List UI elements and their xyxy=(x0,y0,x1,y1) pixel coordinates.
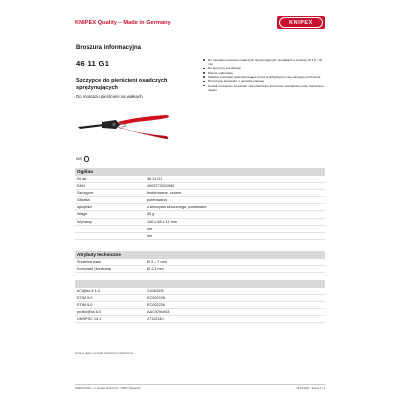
spec-row xyxy=(75,316,325,323)
spec-row xyxy=(75,197,325,204)
spec-key: Wymiary xyxy=(77,219,92,224)
footer-divider xyxy=(75,384,325,385)
feature-text: Do montażu pierścieni osadczych sprężynujących na wałkach o średnicy Ø 1,5 - 30 mm xyxy=(208,58,323,67)
spec-row xyxy=(75,266,325,273)
spec-value: EC002226 xyxy=(147,303,165,308)
spec-value: Ø 4 – 7 mm xyxy=(147,259,167,264)
footer-date-page: 16.09.2021 · Strona 1 / 1 xyxy=(296,387,325,390)
spec-key: ETIM 5.0 xyxy=(77,296,93,301)
bullet-icon xyxy=(203,81,205,83)
classification-section xyxy=(75,280,325,323)
spec-row xyxy=(75,233,325,240)
spec-value: 21040301 xyxy=(147,288,164,293)
spec-value: fosforowane, czarne xyxy=(147,191,182,196)
article-number: 46 11 G1 xyxy=(76,59,110,68)
spec-value: polerowana xyxy=(147,198,167,203)
brand-title: KNIPEX Quality – Made in Germany xyxy=(75,19,171,26)
spec-value: 4003773031082 xyxy=(147,184,175,189)
technical-section xyxy=(75,251,325,273)
spec-value: 46 11 G1 xyxy=(147,176,163,181)
spec-key: Główka xyxy=(77,198,90,203)
mark-label-text: IWI xyxy=(76,156,82,161)
technical-heading: Atrybuty techniczne xyxy=(75,251,325,259)
page-header xyxy=(75,16,325,29)
spec-value: nie xyxy=(147,233,153,238)
spec-row xyxy=(75,302,325,309)
spec-key: Waga xyxy=(77,212,87,217)
bullet-icon xyxy=(203,85,205,87)
spec-value: Ø 1,3 mm xyxy=(147,267,164,272)
spec-row xyxy=(75,219,325,226)
feature-text: Stabilne końcówki zabezpieczające przed wyślizgnięciem się ciasnego pierścienia xyxy=(208,74,321,79)
feature-text: Do sprężyny kombinacji xyxy=(208,66,241,71)
spec-value: z tworzywa sztucznego, powlekane xyxy=(147,205,207,210)
document-type: Broszura informacyjna xyxy=(76,45,142,51)
logo-frame xyxy=(279,17,323,28)
spec-value: EC002226 xyxy=(147,296,165,301)
spec-value: nie xyxy=(147,226,153,231)
footer-company: KNIPEX-Werk · C. Gustav Putsch KG · 42337 Wuppertal xyxy=(75,387,141,390)
spec-row xyxy=(75,176,325,183)
spec-value: 27112140 xyxy=(147,317,164,322)
pliers-image xyxy=(74,103,172,143)
product-name-line-2: sprężynujących xyxy=(76,85,118,91)
spec-row xyxy=(75,183,325,190)
bullet-icon xyxy=(203,76,205,78)
spec-row xyxy=(75,288,325,295)
spec-row xyxy=(75,295,325,302)
circle-mark-icon xyxy=(84,156,89,161)
spec-key: proficl@ss 6.0 xyxy=(77,310,102,315)
spec-key: Nr art. xyxy=(77,176,88,181)
product-name-line-1: Szczypce do pierścieni osadczych xyxy=(76,78,168,84)
knipex-logo xyxy=(277,16,325,29)
spec-row xyxy=(75,226,325,233)
general-section xyxy=(75,168,325,240)
spec-key xyxy=(75,226,147,232)
spec-row xyxy=(75,190,325,197)
spec-key: UNSPSC 13.1 xyxy=(77,317,102,322)
feature-text: Precyzyjne końcówki, z oprawką stalową xyxy=(208,79,264,84)
spec-row xyxy=(75,204,325,211)
spec-key: Końcówki (średnica) xyxy=(77,267,112,272)
spec-row xyxy=(75,211,325,218)
spec-value: AAC470c003 xyxy=(147,310,170,315)
spec-key: EAN xyxy=(77,184,85,189)
spec-key: ETIM 6.0 xyxy=(77,303,93,308)
feature-text: Kształt szczęków i końcówki: stal szlachetna chromowo-wanadowa, kuta, hartowana olejem xyxy=(208,83,324,92)
classification-heading xyxy=(75,280,325,288)
feature-item xyxy=(203,58,327,66)
feature-text: Mocne, odkuwane xyxy=(208,70,234,75)
footnote: Zmiany błędy i pomyłki techniczne zastrzeżone xyxy=(75,351,134,355)
feature-item xyxy=(203,84,327,92)
feature-list xyxy=(203,58,327,92)
spec-key: eCl@ss 5.1.4 xyxy=(77,288,100,293)
bullet-icon xyxy=(203,59,205,61)
spec-key: Szczypce xyxy=(77,191,94,196)
mark-label xyxy=(76,156,89,162)
logo-text: KNIPEX xyxy=(289,19,313,26)
spec-row xyxy=(75,259,325,266)
product-subtitle: Do montażu pierścieni na wałkach xyxy=(76,94,143,99)
spec-value: 140 x 68 x 11 mm xyxy=(147,219,177,224)
spec-value: 65 g xyxy=(147,212,155,217)
spec-key xyxy=(75,233,147,239)
bullet-icon xyxy=(203,68,205,70)
bullet-icon xyxy=(203,72,205,74)
spec-key: Średnica wału xyxy=(77,259,101,264)
spec-row xyxy=(75,309,325,316)
spec-key: rękojeści xyxy=(77,205,92,210)
general-heading: Ogólna xyxy=(75,168,325,176)
product-name xyxy=(76,78,196,92)
